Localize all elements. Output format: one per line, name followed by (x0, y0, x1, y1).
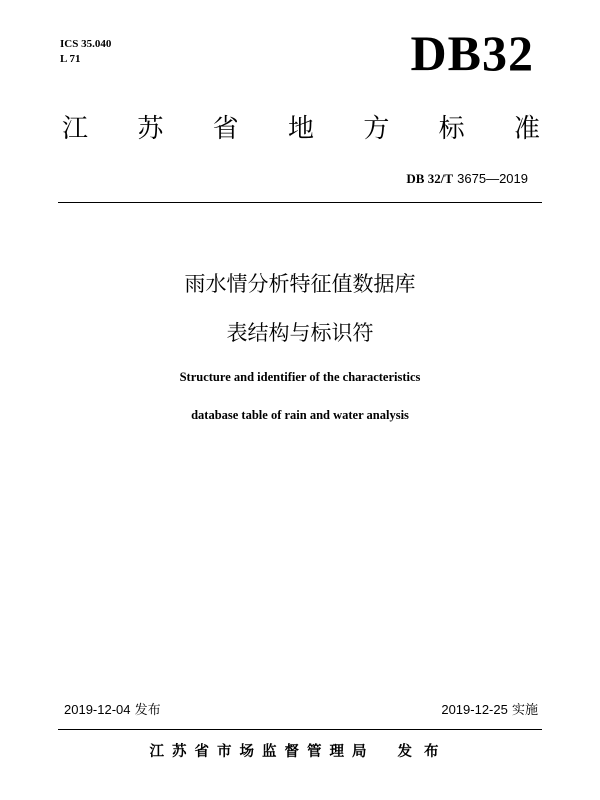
standard-type-char: 标 (438, 114, 465, 144)
standard-type-char: 准 (513, 114, 540, 144)
standard-number-code: 3675—2019 (457, 171, 528, 186)
title-cn-line1: 雨水情分析特征值数据库 (184, 272, 416, 296)
bottom-divider (58, 729, 542, 730)
issue-date-label: 发布 (134, 703, 161, 718)
ics-code: ICS 35.040 (60, 38, 112, 50)
issuer (0, 740, 600, 761)
standard-number-prefix: DB 32/T (406, 171, 454, 186)
issue-date-value: 2019-12-04 (64, 702, 131, 717)
issuer-name: 江苏省市场监督管理局 (149, 744, 375, 760)
standard-type (62, 116, 540, 142)
standard-type-char: 江 (62, 114, 89, 144)
db-logo: DB32 (410, 25, 534, 81)
implementation-date (441, 699, 538, 718)
standard-type-char: 方 (363, 114, 390, 144)
top-divider (58, 202, 542, 203)
standard-type-char: 省 (212, 114, 239, 144)
title-cn-line2: 表结构与标识符 (226, 321, 374, 345)
issue-date (64, 699, 161, 718)
standard-type-char: 苏 (137, 114, 164, 144)
title-en-line2: database table of rain and water analysis (191, 408, 409, 422)
standard-type-char: 地 (287, 114, 314, 144)
standard-number (406, 171, 528, 187)
issuer-action: 发布 (397, 744, 451, 760)
implementation-date-value: 2019-12-25 (441, 702, 508, 717)
ccs-code: L 71 (60, 53, 81, 65)
implementation-date-label: 实施 (511, 703, 538, 718)
title-en-line1: Structure and identifier of the characteristics (179, 370, 421, 384)
